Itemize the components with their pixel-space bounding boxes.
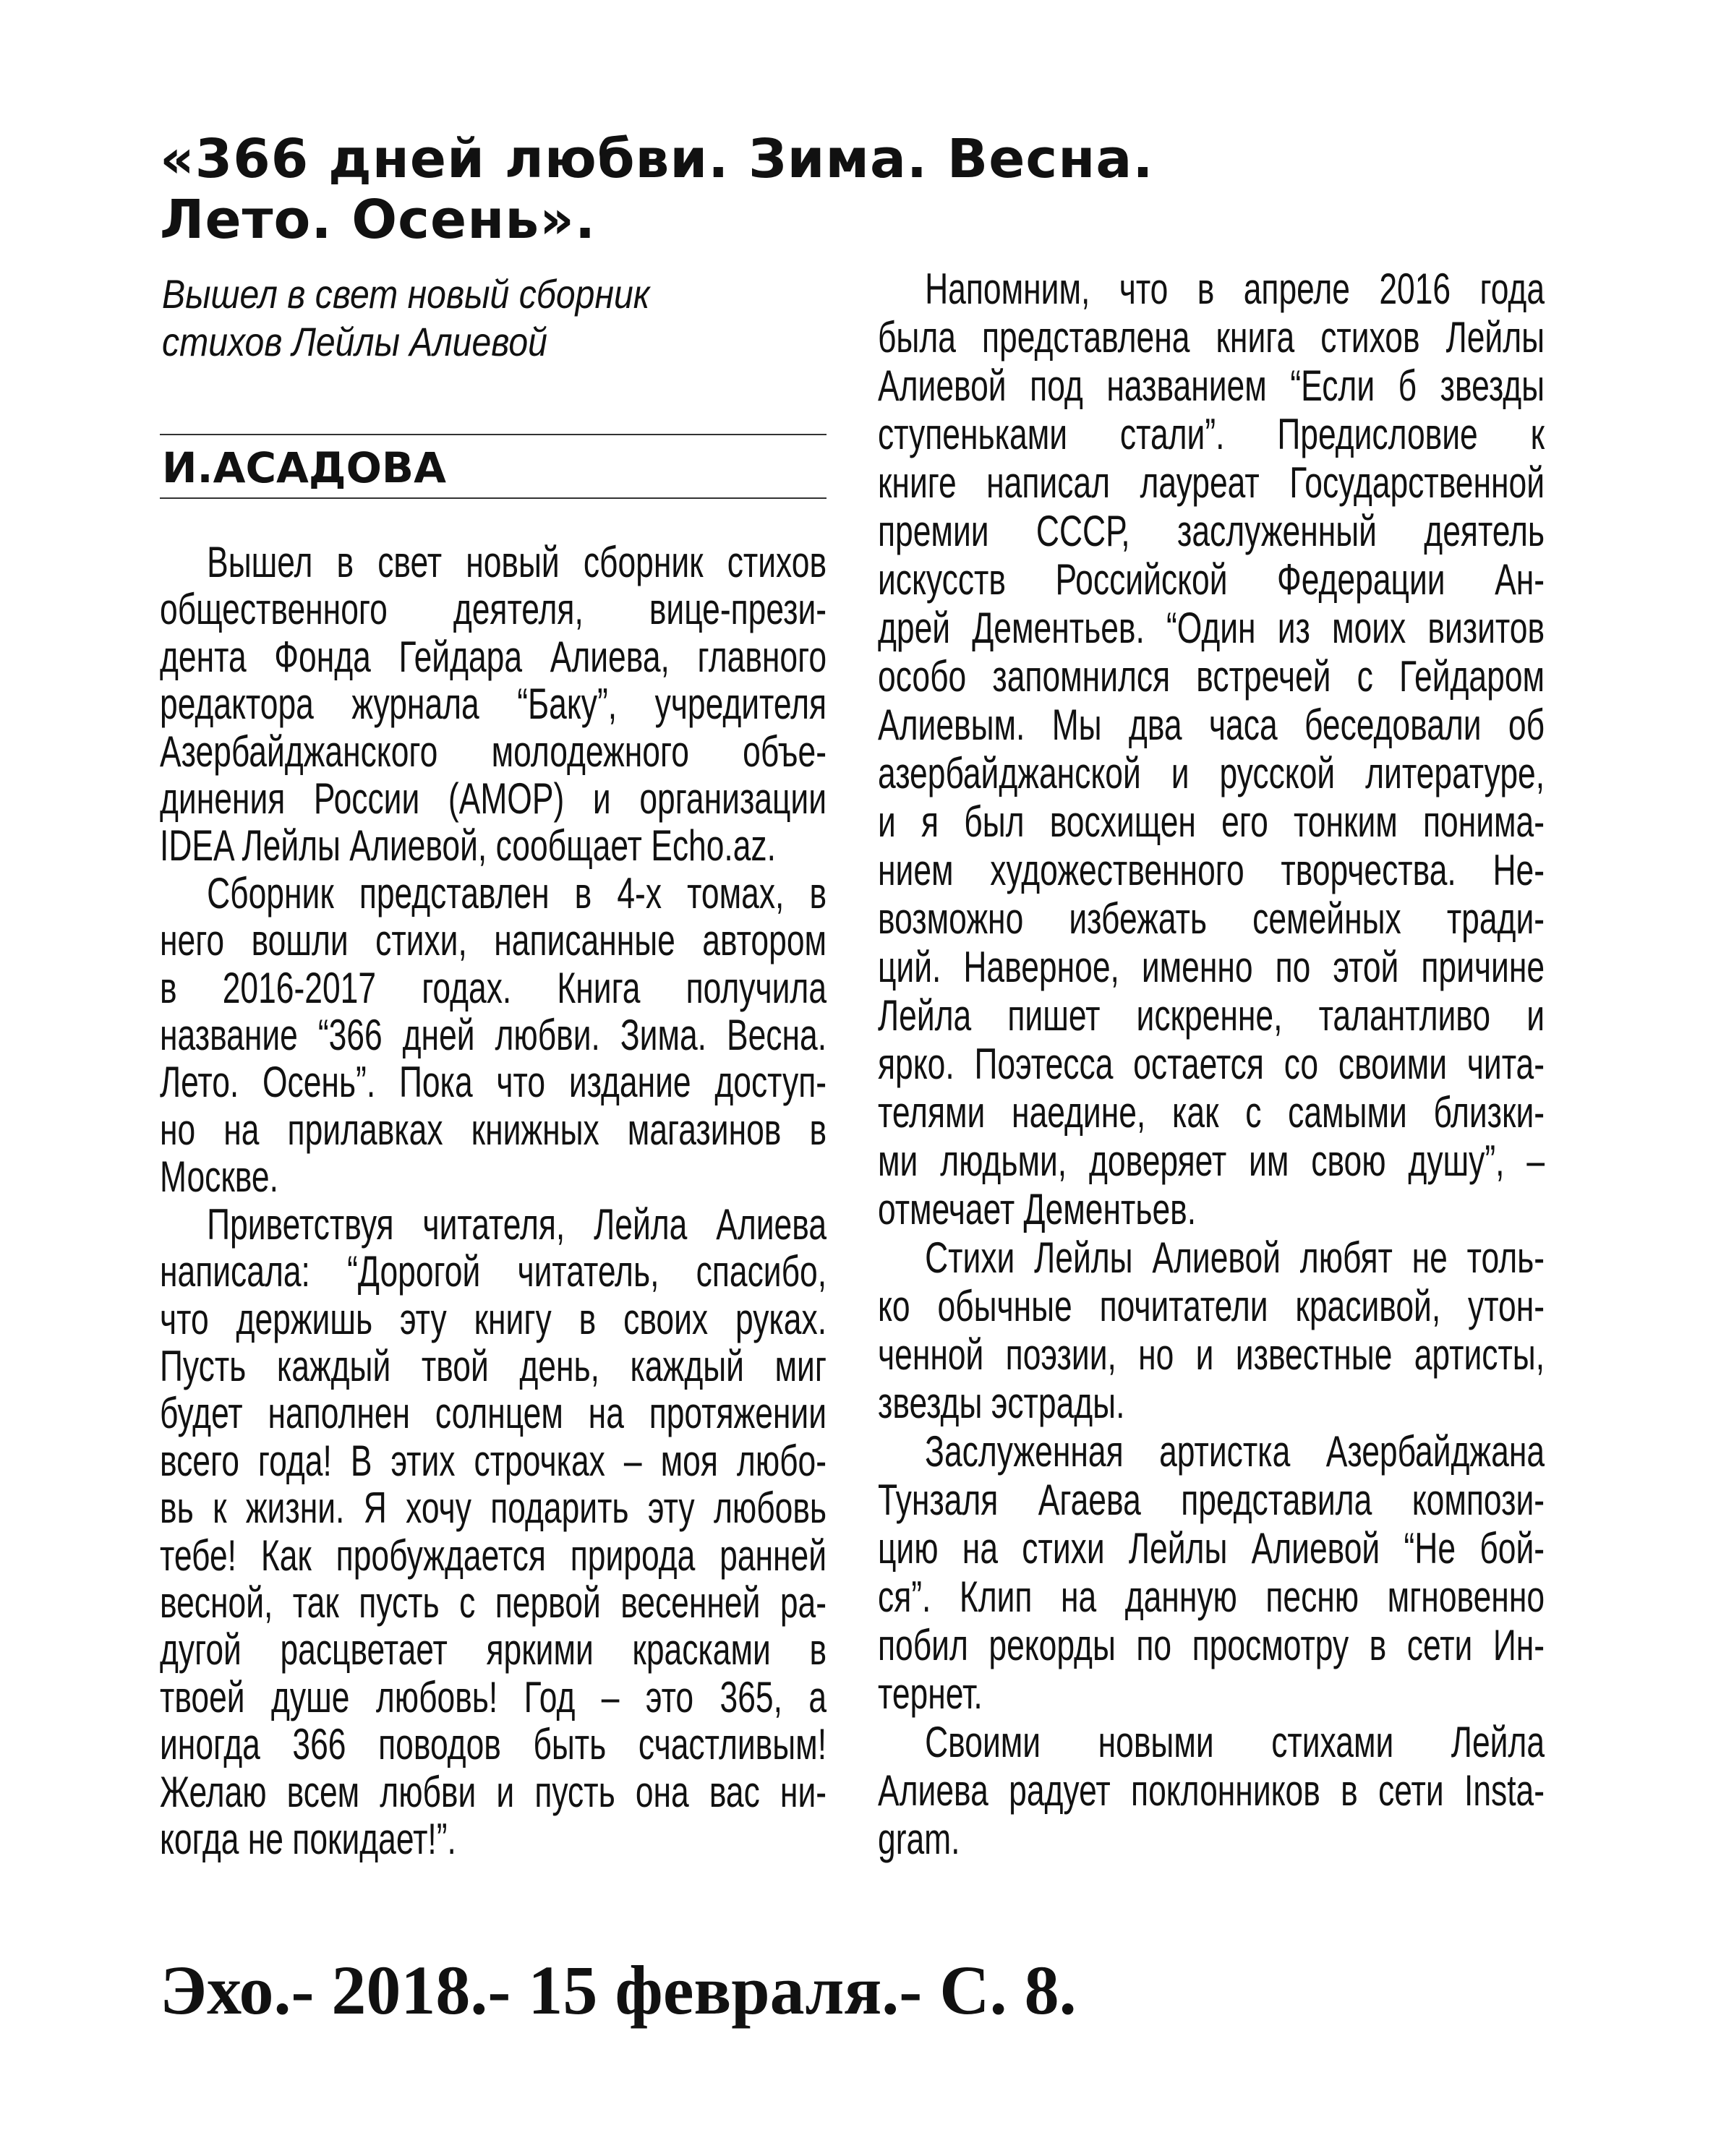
- text-line: всего года! В этих строчках – моя любо-: [160, 1436, 827, 1485]
- text-line: но на прилавках книжных магазинов в: [160, 1105, 827, 1154]
- text-line: тернет.: [878, 1669, 983, 1718]
- text-line: в 2016-2017 годах. Книга получила: [160, 963, 827, 1012]
- text-line: Алиевым. Мы два часа беседовали об: [878, 701, 1545, 749]
- text-line: него вошли стихи, написанные автором: [160, 916, 827, 965]
- text-line: книге написал лауреат Государственной: [878, 458, 1545, 507]
- text-line: что держишь эту книгу в своих руках.: [160, 1294, 827, 1343]
- text-line: IDEA Лейлы Алиевой, сообщает Echo.az.: [160, 821, 776, 870]
- author-rule-bottom: [160, 497, 827, 499]
- text-line: ми людьми, доверяет им свою душу”, –: [878, 1137, 1545, 1185]
- text-line: Своими новыми стихами Лейла: [925, 1718, 1545, 1766]
- text-line: Тунзаля Агаева представила компози-: [878, 1476, 1545, 1524]
- text-line: телями наедине, как с самыми близки-: [878, 1088, 1545, 1137]
- author-rule-top: [160, 434, 827, 435]
- author-name: И.АСАДОВА: [162, 443, 446, 492]
- text-line: Москве.: [160, 1152, 278, 1202]
- text-line: общественного деятеля, вице-прези-: [160, 585, 827, 634]
- text-line: Лето. Осень”. Пока что издание доступ-: [160, 1058, 827, 1107]
- text-line: дента Фонда Гейдара Алиева, главного: [160, 632, 827, 681]
- text-line: была представлена книга стихов Лейлы: [878, 313, 1545, 362]
- text-line: Алиева радует поклонников в сети Insta-: [878, 1766, 1545, 1815]
- text-line: искусств Российской Федерации Ан-: [878, 555, 1545, 604]
- subtitle-line: стихов Лейлы Алиевой: [162, 319, 547, 364]
- article-subtitle: [162, 270, 722, 366]
- text-line: Напомним, что в апреле 2016 года: [925, 265, 1545, 313]
- article-title-line: Лето. Осень».: [160, 189, 597, 251]
- text-line: возможно избежать семейных тради-: [878, 894, 1545, 943]
- text-line: ся”. Клип на данную песню мгновенно: [878, 1573, 1545, 1621]
- paragraph: [878, 1718, 1545, 1863]
- text-line: дрей Дементьев. “Один из моих визитов: [878, 604, 1545, 652]
- text-line: побил рекорды по просмотру в сети Ин-: [878, 1621, 1545, 1669]
- text-line: редактора журнала “Баку”, учредителя: [160, 680, 827, 729]
- text-line: цию на стихи Лейлы Алиевой “Не бой-: [878, 1524, 1545, 1573]
- text-line: ступеньками стали”. Предисловие к: [878, 410, 1545, 458]
- text-line: написала: “Дорогой читатель, спасибо,: [160, 1247, 827, 1296]
- text-line: Стихи Лейлы Алиевой любят не толь-: [925, 1233, 1545, 1282]
- paragraph: [160, 1201, 827, 1863]
- paragraph: [160, 539, 827, 870]
- text-line: Азербайджанского молодежного объе-: [160, 727, 827, 776]
- text-line: gram.: [878, 1815, 960, 1863]
- text-line: тебе! Как пробуждается природа ранней: [160, 1531, 827, 1580]
- text-line: звезды эстрады.: [878, 1379, 1125, 1427]
- text-line: будет наполнен солнцем на протяжении: [160, 1389, 827, 1438]
- text-line: и я был восхищен его тонким понима-: [878, 797, 1545, 846]
- text-line: иногда 366 поводов быть счастливым!: [160, 1720, 827, 1769]
- text-line: Заслуженная артистка Азербайджана: [925, 1427, 1545, 1476]
- subtitle-line: Вышел в свет новый сборник: [162, 271, 650, 317]
- left-column: [160, 539, 827, 1862]
- text-line: Желаю всем любви и пусть она вас ни-: [160, 1767, 827, 1816]
- text-line: азербайджанской и русской литературе,: [878, 749, 1545, 797]
- text-line: дугой расцветает яркими красками в: [160, 1625, 827, 1674]
- text-line: ко обычные почитатели красивой, утон-: [878, 1282, 1545, 1330]
- paragraph: [878, 1233, 1545, 1427]
- text-line: особо запомнился встречей с Гейдаром: [878, 652, 1545, 701]
- article-title: [160, 129, 1570, 250]
- text-line: нием художественного творчества. Не-: [878, 846, 1545, 894]
- paragraph: [878, 265, 1545, 1233]
- text-line: динения России (АМОР) и организации: [160, 774, 827, 824]
- text-line: твоей душе любовь! Год – это 365, а: [160, 1672, 827, 1721]
- text-line: ченной поэзии, но и известные артисты,: [878, 1330, 1545, 1379]
- text-line: Лейла пишет искренне, талантливо и: [878, 991, 1545, 1040]
- article-title-line: «366 дней любви. Зима. Весна.: [160, 128, 1154, 190]
- paragraph: [878, 1427, 1545, 1718]
- text-line: весной, так пусть с первой весенней ра-: [160, 1578, 827, 1627]
- text-line: отмечает Дементьев.: [878, 1185, 1197, 1233]
- text-line: Вышел в свет новый сборник стихов: [207, 538, 827, 586]
- paragraph: [160, 870, 827, 1201]
- text-line: ций. Наверное, именно по этой причине: [878, 943, 1545, 991]
- text-line: премии СССР, заслуженный деятель: [878, 507, 1545, 555]
- text-line: Сборник представлен в 4-х томах, в: [207, 868, 827, 917]
- text-line: ярко. Поэтесса остается со своими чита-: [878, 1040, 1545, 1088]
- right-column: [878, 265, 1545, 1863]
- text-line: когда не покидает!”.: [160, 1814, 456, 1863]
- source-citation: Эхо.- 2018.- 15 февраля.- С. 8.: [160, 1951, 1077, 2029]
- text-line: Алиевой под названием “Если б звезды: [878, 362, 1545, 410]
- text-line: Приветствуя читателя, Лейла Алиева: [207, 1199, 827, 1249]
- text-line: вь к жизни. Я хочу подарить эту любовь: [160, 1484, 827, 1533]
- text-line: название “366 дней любви. Зима. Весна.: [160, 1011, 827, 1060]
- text-line: Пусть каждый твой день, каждый миг: [160, 1341, 827, 1390]
